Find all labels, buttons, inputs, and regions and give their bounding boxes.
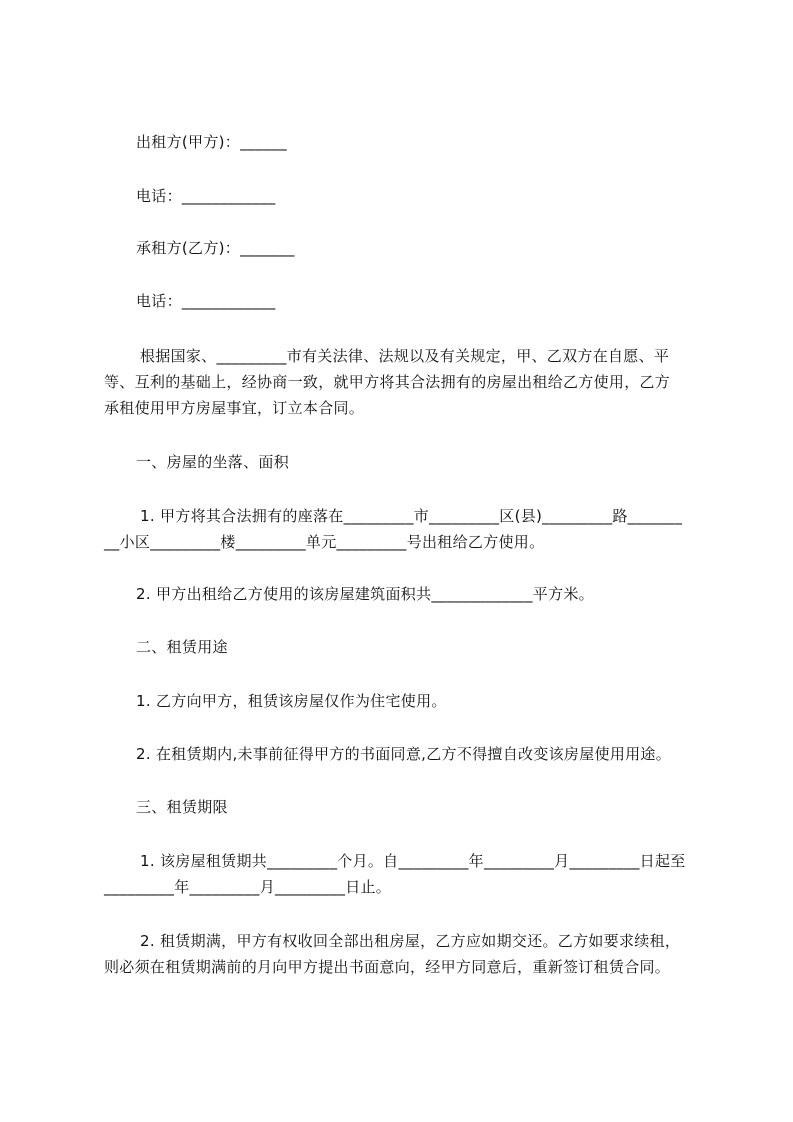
intro-paragraph-line: 承租使用甲方房屋事宜，订立本合同。: [104, 399, 365, 417]
clause-line: 1. 甲方将其合法拥有的座落在_________市_________区(县)_________路_______: [140, 507, 683, 525]
lessee-line: 承租方(乙方)：_______: [136, 239, 295, 257]
intro-paragraph-line: 等、互利的基础上，经协商一致，就甲方将其合法拥有的房屋出租给乙方使用，乙方: [104, 373, 671, 391]
clause-line: __小区_________楼_________单元_________号出租给乙方使用。: [104, 533, 545, 551]
lessor-line: 出租方(甲方)：______: [136, 133, 287, 151]
clause-line: 2. 甲方出租给乙方使用的该房屋建筑面积共_____________平方米。: [136, 585, 594, 603]
section-heading-term: 三、租赁期限: [136, 798, 228, 816]
clause-line: 1. 乙方向甲方，租赁该房屋仅作为住宅使用。: [136, 692, 447, 710]
clause-line: 则必须在租赁期满前的月向甲方提出书面意向，经甲方同意后，重新签订租赁合同。: [104, 958, 671, 976]
clause-line: _________年_________月_________日止。: [104, 878, 392, 896]
intro-paragraph-line: 根据国家、_________市有关法律、法规以及有关规定，甲、乙双方在自愿、平: [140, 347, 670, 365]
clause-line: 1. 该房屋租赁期共_________个月。自_________年_________月_________日起至: [140, 852, 686, 870]
section-heading-location-area: 一、房屋的坐落、面积: [136, 453, 290, 471]
lessee-phone-line: 电话：____________: [136, 292, 276, 310]
lessor-phone-line: 电话：____________: [136, 187, 276, 205]
section-heading-purpose: 二、租赁用途: [136, 638, 228, 656]
clause-line: 2. 在租赁期内,未事前征得甲方的书面同意,乙方不得擅自改变该房屋使用用途。: [136, 745, 672, 763]
clause-line: 2. 租赁期满，甲方有权收回全部出租房屋，乙方应如期交还。乙方如要求续租，: [140, 932, 681, 950]
